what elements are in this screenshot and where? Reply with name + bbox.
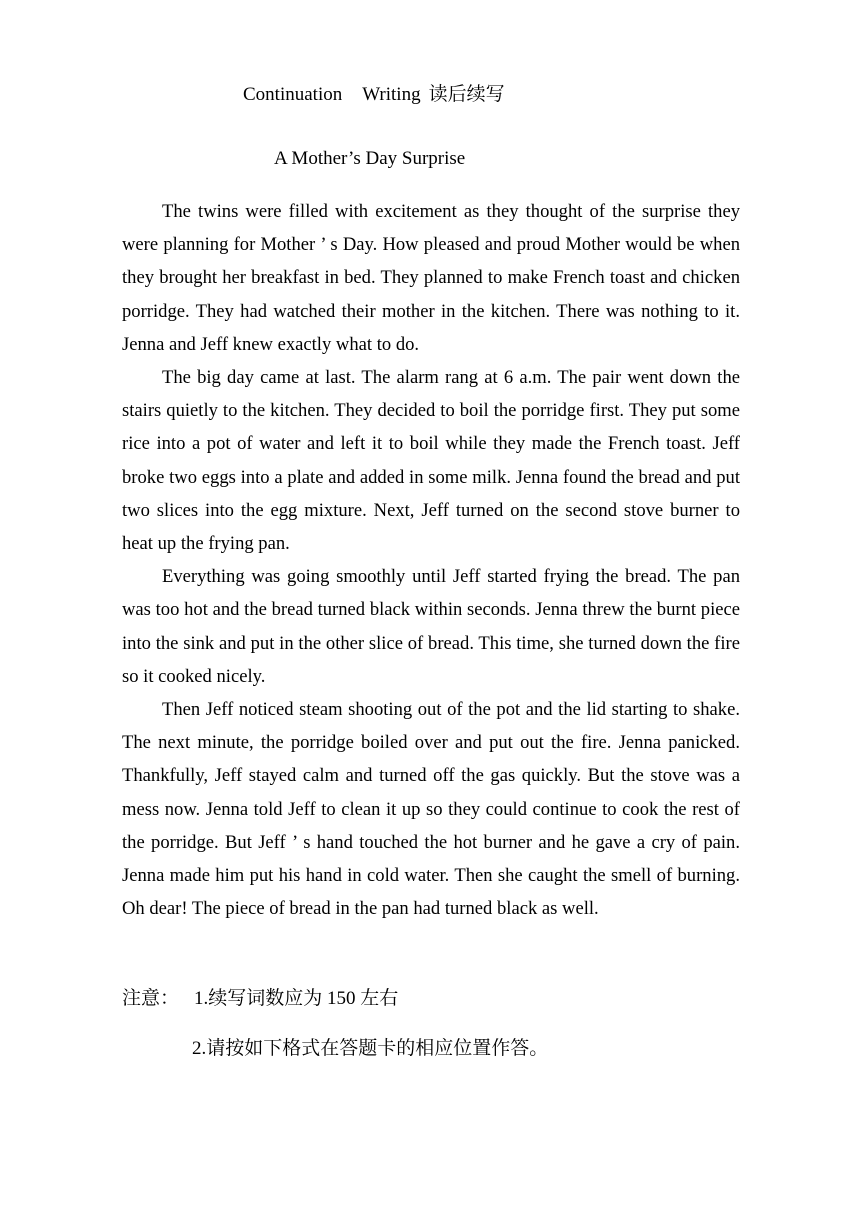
story-body (122, 195, 740, 925)
story-title: A Mother’s Day Surprise (274, 148, 466, 169)
note-item-1: 1.续写词数应为 150 左右 (194, 988, 399, 1009)
paragraph-4: Then Jeff noticed steam shooting out of the pot and the lid starting to shake. The next minute, the porridge boiled over and put out the fire. Jenna panicked. Thankfully, Jeff stayed calm and turned off the gas quickly. But the stove was a mess now. Jenna told Jeff to clean it up so they could continue to cook the rest of the porridge. But Jeff ’ s hand touched the hot burner and he gave a cry of pain. Jenna made him put his hand in cold water. Then she caught the smell of burning. Oh dear! The piece of bread in the pan had turned black as well. (122, 699, 740, 920)
instructions-notes (122, 984, 740, 1059)
section-heading (243, 82, 505, 108)
heading-english-1: Continuation (243, 84, 343, 105)
paragraph-3: Everything was going smoothly until Jeff started frying the bread. The pan was too hot and the bread turned black within seconds. Jenna threw the burnt piece into the sink and put in the other slice of bread. This time, she turned down the fire so it cooked nicely. (122, 566, 740, 687)
heading-english-2: Writing (362, 84, 421, 105)
paragraph-1: The twins were filled with excitement as they thought of the surprise they were planning for Mother ’ s Day. How pleased and proud Mother would be when they brought her breakfast in bed. They planned to make French toast and chicken porridge. They had watched their mother in the kitchen. There was nothing to it. Jenna and Jeff knew exactly what to do. (122, 201, 740, 355)
notes-label: 注意： (122, 988, 180, 1009)
paragraph-2: The big day came at last. The alarm rang at 6 a.m. The pair went down the stairs quietly to the kitchen. They decided to boil the porridge first. They put some rice into a pot of water and left it to boil while they made the French toast. Jeff broke two eggs into a plate and added in some milk. Jenna found the bread and put two slices into the egg mixture. Next, Jeff turned on the second stove burner to heat up the frying pan. (122, 367, 740, 555)
note-item-2: 2.请按如下格式在答题卡的相应位置作答。 (192, 1038, 549, 1059)
heading-chinese: 读后续写 (428, 84, 505, 105)
